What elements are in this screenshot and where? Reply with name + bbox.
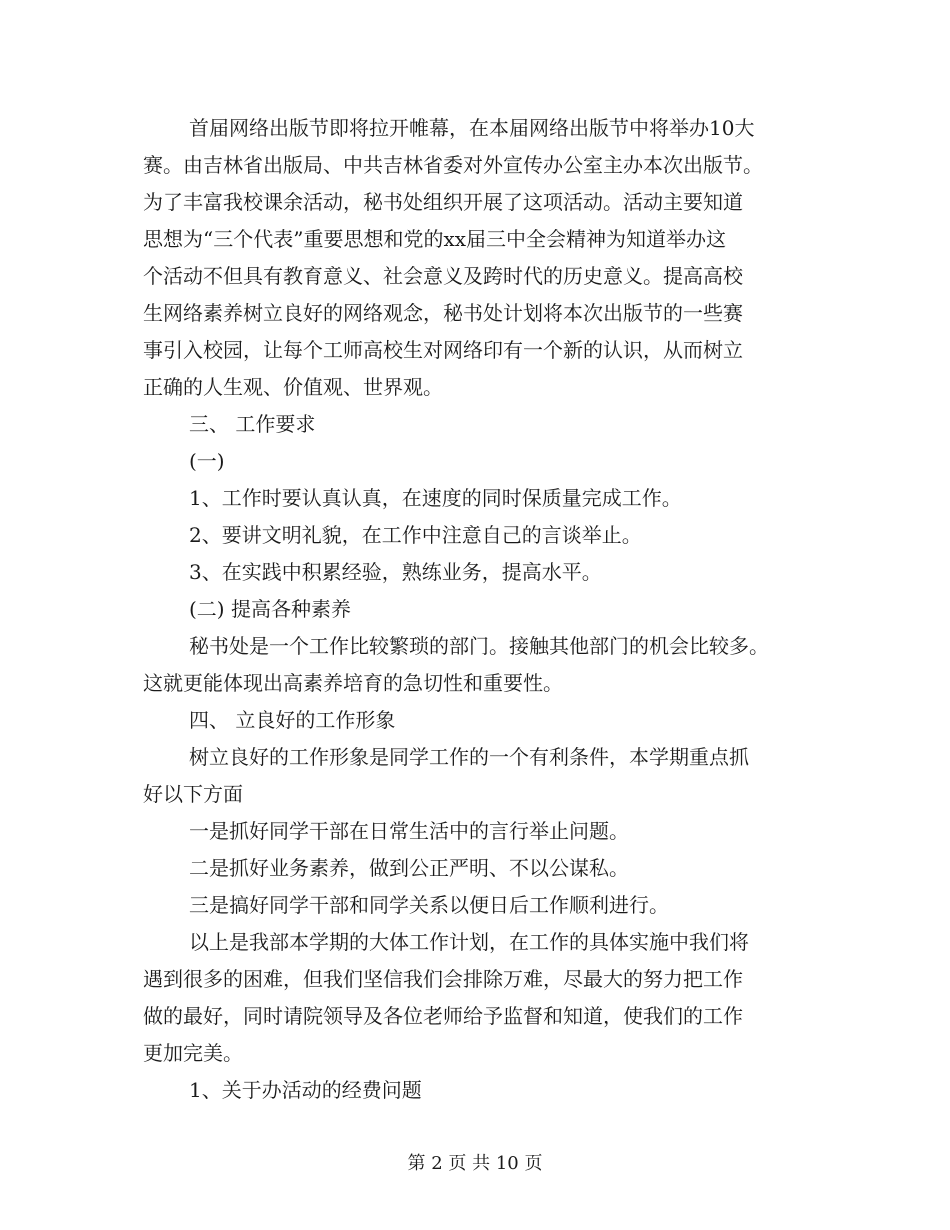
list-item: 1、关于办活动的经费问题 xyxy=(189,1078,422,1102)
text-line: 好以下方面 xyxy=(143,782,243,806)
text-line: 遇到很多的困难，但我们坚信我们会排除万难，尽最大的努力把工作 xyxy=(143,967,743,991)
list-item: 三是搞好同学干部和同学关系以便日后工作顺利进行。 xyxy=(189,893,669,917)
text-line: 更加完美。 xyxy=(143,1041,243,1065)
text-line: 为了丰富我校课余活动，秘书处组织开展了这项活动。活动主要知道 xyxy=(143,190,743,214)
text-line: 生网络素养树立良好的网络观念，秘书处计划将本次出版节的一些赛 xyxy=(143,301,743,325)
text-line: 做的最好，同时请院领导及各位老师给予监督和知道，使我们的工作 xyxy=(143,1004,743,1028)
list-item: 一是抓好同学干部在日常生活中的言行举止问题。 xyxy=(189,819,629,843)
text-line: 这就更能体现出高素养培育的急切性和重要性。 xyxy=(143,671,563,695)
page-number-label: 第 2 页 共 10 页 xyxy=(407,1153,543,1174)
text-line: 首届网络出版节即将拉开帷幕，在本届网络出版节中将举办10大 xyxy=(189,116,755,140)
subsection-heading: (二) 提高各种素养 xyxy=(189,597,351,621)
text-line: 赛。由吉林省出版局、中共吉林省委对外宣传办公室主办本次出版节。 xyxy=(143,153,763,177)
text-line: 事引入校园，让每个工师高校生对网络印有一个新的认识，从而树立 xyxy=(143,338,743,362)
text-line: 思想为“三个代表”重要思想和党的xx届三中全会精神为知道举办这 xyxy=(143,227,727,251)
section-heading: 四、 立良好的工作形象 xyxy=(189,708,396,732)
document-body xyxy=(143,110,811,1109)
page-footer xyxy=(0,1152,950,1176)
list-item: 3、在实践中积累经验，熟练业务，提高水平。 xyxy=(189,560,602,584)
text-line: 秘书处是一个工作比较繁琐的部门。接触其他部门的机会比较多。 xyxy=(189,634,769,658)
list-item: 1、工作时要认真认真，在速度的同时保质量完成工作。 xyxy=(189,486,682,510)
text-line: 以上是我部本学期的大体工作计划，在工作的具体实施中我们将 xyxy=(189,930,749,954)
text-line: 树立良好的工作形象是同学工作的一个有利条件，本学期重点抓 xyxy=(189,745,749,769)
subsection-heading: (一) xyxy=(189,449,225,473)
text-line: 正确的人生观、价值观、世界观。 xyxy=(143,375,443,399)
text-line: 个活动不但具有教育意义、社会意义及跨时代的历史意义。提高高校 xyxy=(143,264,743,288)
section-heading: 三、 工作要求 xyxy=(189,412,316,436)
list-item: 2、要讲文明礼貌，在工作中注意自己的言谈举止。 xyxy=(189,523,642,547)
list-item: 二是抓好业务素养，做到公正严明、不以公谋私。 xyxy=(189,856,629,880)
